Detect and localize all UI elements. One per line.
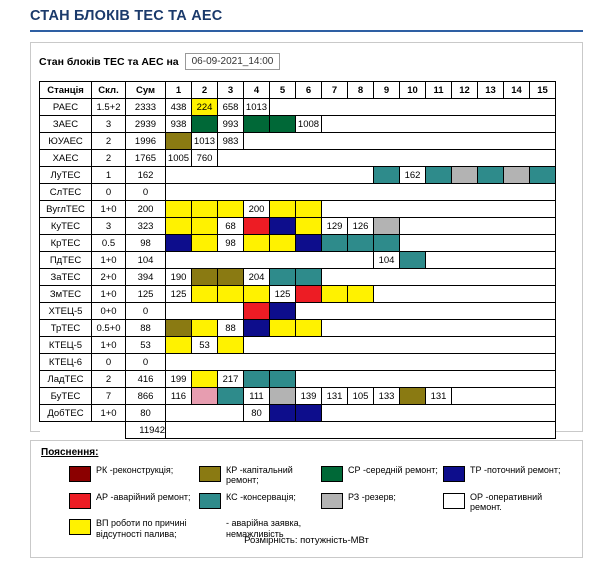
cell-unit: 1013	[244, 99, 270, 116]
cell-unit	[218, 150, 556, 167]
cell-station: ДобТЕС	[40, 405, 92, 422]
table-row[interactable]	[40, 303, 556, 320]
legend-swatch	[443, 466, 465, 482]
table-row[interactable]	[40, 150, 556, 167]
cell-unit	[296, 303, 556, 320]
cell-unit	[374, 218, 400, 235]
cell-unit	[530, 167, 556, 184]
cell-unit	[166, 303, 244, 320]
cell-skl: 7	[92, 388, 126, 405]
cell-unit	[296, 218, 322, 235]
total-spacer-2	[92, 422, 126, 439]
legend-swatch	[69, 519, 91, 535]
cell-unit: 131	[322, 388, 348, 405]
legend-label: РК -реконструкція;	[96, 465, 174, 475]
col-header-unit-13: 13	[478, 82, 504, 99]
cell-unit: 217	[218, 371, 244, 388]
cell-unit	[166, 252, 374, 269]
cell-unit	[244, 303, 270, 320]
legend-item	[321, 492, 443, 513]
cell-unit	[478, 167, 504, 184]
cell-sum: 0	[126, 184, 166, 201]
cell-unit	[270, 116, 296, 133]
cell-unit: 658	[218, 99, 244, 116]
cell-unit	[218, 388, 244, 405]
cell-unit: 938	[166, 116, 192, 133]
cell-unit	[296, 405, 322, 422]
cell-unit	[192, 286, 218, 303]
cell-unit	[322, 235, 348, 252]
cell-skl: 0+0	[92, 303, 126, 320]
cell-unit	[400, 252, 426, 269]
cell-unit	[192, 388, 218, 405]
cell-unit	[270, 371, 296, 388]
cell-unit	[348, 235, 374, 252]
cell-unit	[296, 320, 322, 337]
legend-label: ОР -оперативний ремонт.	[470, 491, 543, 513]
cell-unit: 129	[322, 218, 348, 235]
cell-sum: 98	[126, 235, 166, 252]
legend-label: ВП роботи по причині відсутності палива;	[96, 518, 187, 539]
cell-unit	[166, 354, 556, 371]
cell-unit	[218, 201, 244, 218]
cell-station: СлТЕС	[40, 184, 92, 201]
col-header-unit-11: 11	[426, 82, 452, 99]
cell-sum: 866	[126, 388, 166, 405]
status-panel	[30, 42, 583, 436]
table-header-row	[40, 82, 556, 99]
cell-station: ХТЕЦ-5	[40, 303, 92, 320]
cell-skl: 2+0	[92, 269, 126, 286]
legend-label: КС -консервація;	[226, 491, 296, 502]
cell-unit	[244, 337, 556, 354]
legend-label: - аварійна заявка, немажливість	[226, 518, 302, 539]
cell-unit: 200	[244, 201, 270, 218]
legend-swatch	[443, 493, 465, 509]
cell-station: ЛадТЕС	[40, 371, 92, 388]
cell-sum: 1765	[126, 150, 166, 167]
cell-unit: 1005	[166, 150, 192, 167]
cell-unit: 111	[244, 388, 270, 405]
table-row[interactable]	[40, 269, 556, 286]
legend-label: РЗ -резерв;	[348, 491, 396, 502]
legend-title: Пояснення:	[41, 447, 99, 458]
legend-panel	[30, 440, 583, 558]
cell-unit	[322, 201, 556, 218]
legend-item	[69, 465, 199, 486]
cell-sum: 323	[126, 218, 166, 235]
cell-unit	[400, 235, 556, 252]
cell-station: ВуглТЕС	[40, 201, 92, 218]
col-header-unit-10: 10	[400, 82, 426, 99]
cell-unit	[374, 286, 556, 303]
cell-unit	[270, 235, 296, 252]
col-header-unit-6: 6	[296, 82, 322, 99]
cell-station: КуТЕС	[40, 218, 92, 235]
cell-unit: 104	[374, 252, 400, 269]
cell-unit	[192, 235, 218, 252]
col-header-unit-9: 9	[374, 82, 400, 99]
cell-unit	[348, 286, 374, 303]
cell-sum: 88	[126, 320, 166, 337]
cell-skl: 0	[92, 184, 126, 201]
cell-unit: 199	[166, 371, 192, 388]
cell-sum: 80	[126, 405, 166, 422]
cell-unit	[244, 116, 270, 133]
cell-skl: 1+0	[92, 286, 126, 303]
cell-station: КТЕЦ-6	[40, 354, 92, 371]
cell-sum: 200	[126, 201, 166, 218]
cell-station: ЛуТЕС	[40, 167, 92, 184]
cell-unit: 1008	[296, 116, 322, 133]
cell-unit	[166, 320, 192, 337]
cell-station: БуТЕС	[40, 388, 92, 405]
cell-station: ЗмТЕС	[40, 286, 92, 303]
cell-unit	[270, 218, 296, 235]
cell-station: ЮУАЕС	[40, 133, 92, 150]
cell-unit	[504, 167, 530, 184]
legend-item	[443, 465, 561, 486]
legend-label: АР -аварійний ремонт;	[96, 491, 191, 502]
cell-unit	[270, 201, 296, 218]
table-row[interactable]	[40, 99, 556, 116]
cell-station: ПдТЕС	[40, 252, 92, 269]
cell-skl: 1+0	[92, 337, 126, 354]
col-header-unit-8: 8	[348, 82, 374, 99]
legend-swatch	[69, 493, 91, 509]
cell-unit: 116	[166, 388, 192, 405]
cell-skl: 1	[92, 167, 126, 184]
cell-unit	[192, 218, 218, 235]
cell-station: ТрТЕС	[40, 320, 92, 337]
legend-item	[321, 465, 443, 486]
cell-unit	[296, 286, 322, 303]
col-header-unit-15: 15	[530, 82, 556, 99]
table-row[interactable]	[40, 388, 556, 405]
cell-unit	[192, 201, 218, 218]
table-row[interactable]	[40, 116, 556, 133]
cell-sum: 125	[126, 286, 166, 303]
cell-unit: 68	[218, 218, 244, 235]
cell-unit	[218, 286, 244, 303]
cell-skl: 1.5+2	[92, 99, 126, 116]
cell-sum: 0	[126, 303, 166, 320]
cell-sum: 162	[126, 167, 166, 184]
legend-item	[199, 492, 321, 513]
cell-skl: 0.5+0	[92, 320, 126, 337]
cell-unit	[244, 133, 556, 150]
cell-unit	[374, 235, 400, 252]
cell-unit	[166, 218, 192, 235]
table-row[interactable]	[40, 286, 556, 303]
col-header-unit-1: 1	[166, 82, 192, 99]
cell-unit: 131	[426, 388, 452, 405]
legend-label: ТР -поточний ремонт;	[470, 465, 561, 475]
cell-skl: 0	[92, 354, 126, 371]
cell-unit: 125	[270, 286, 296, 303]
cell-unit	[244, 286, 270, 303]
cell-skl: 0.5	[92, 235, 126, 252]
total-spacer	[40, 422, 92, 439]
legend-item	[199, 465, 321, 486]
cell-unit: 983	[218, 133, 244, 150]
total-rest	[166, 422, 556, 439]
col-header-unit-2: 2	[192, 82, 218, 99]
legend-item	[69, 492, 199, 513]
cell-station: КрТЕС	[40, 235, 92, 252]
cell-unit: 438	[166, 99, 192, 116]
cell-sum: 394	[126, 269, 166, 286]
cell-unit	[270, 269, 296, 286]
cell-skl: 3	[92, 218, 126, 235]
legend-swatch	[321, 466, 343, 482]
cell-unit	[322, 286, 348, 303]
cell-sum: 53	[126, 337, 166, 354]
cell-sum: 416	[126, 371, 166, 388]
cell-unit	[400, 388, 426, 405]
cell-unit	[166, 235, 192, 252]
cell-unit	[166, 184, 556, 201]
cell-unit	[218, 269, 244, 286]
cell-unit	[192, 116, 218, 133]
col-header-unit-4: 4	[244, 82, 270, 99]
cell-unit	[244, 218, 270, 235]
cell-unit	[166, 201, 192, 218]
cell-skl: 1+0	[92, 201, 126, 218]
cell-unit: 80	[244, 405, 270, 422]
cell-unit	[426, 252, 556, 269]
table-row[interactable]	[40, 218, 556, 235]
cell-unit: 1013	[192, 133, 218, 150]
cell-unit: 993	[218, 116, 244, 133]
page-title: СТАН БЛОКІВ ТЕС ТА АЕС	[30, 8, 223, 24]
total-sum: 11942	[126, 422, 166, 439]
units-note: Розмірність: потужність-МВт	[244, 535, 369, 546]
cell-unit: 162	[400, 167, 426, 184]
legend-label: СР -середній ремонт;	[348, 465, 438, 475]
cell-unit	[166, 167, 374, 184]
cell-unit	[244, 235, 270, 252]
cell-station: РАЕС	[40, 99, 92, 116]
cell-unit: 224	[192, 99, 218, 116]
table-row[interactable]	[40, 201, 556, 218]
col-header-unit-12: 12	[452, 82, 478, 99]
table-row[interactable]	[40, 320, 556, 337]
cell-station: ЗаТЕС	[40, 269, 92, 286]
cell-unit: 88	[218, 320, 244, 337]
cell-unit	[270, 99, 556, 116]
cell-unit	[270, 405, 296, 422]
cell-unit	[322, 405, 556, 422]
legend-swatch	[69, 466, 91, 482]
cell-unit: 760	[192, 150, 218, 167]
cell-unit	[244, 320, 270, 337]
cell-unit: 53	[192, 337, 218, 354]
cell-unit	[296, 235, 322, 252]
cell-unit: 204	[244, 269, 270, 286]
cell-sum: 104	[126, 252, 166, 269]
cell-unit	[218, 337, 244, 354]
cell-unit	[244, 371, 270, 388]
col-header-unit-14: 14	[504, 82, 530, 99]
cell-sum: 2939	[126, 116, 166, 133]
cell-unit	[322, 116, 556, 133]
cell-unit	[192, 371, 218, 388]
cell-station: КТЕЦ-5	[40, 337, 92, 354]
cell-unit	[192, 269, 218, 286]
table-row[interactable]	[40, 371, 556, 388]
cell-unit: 126	[348, 218, 374, 235]
col-header-unit-5: 5	[270, 82, 296, 99]
cell-unit: 105	[348, 388, 374, 405]
title-divider	[30, 30, 583, 32]
table-row[interactable]	[40, 354, 556, 371]
legend-swatch	[321, 493, 343, 509]
cell-sum: 1996	[126, 133, 166, 150]
cell-skl: 1+0	[92, 405, 126, 422]
table-row[interactable]	[40, 252, 556, 269]
table-body	[40, 99, 556, 439]
cell-sum: 2333	[126, 99, 166, 116]
cell-unit	[374, 167, 400, 184]
cell-unit: 133	[374, 388, 400, 405]
cell-sum: 0	[126, 354, 166, 371]
cell-unit	[322, 320, 556, 337]
cell-unit	[270, 303, 296, 320]
cell-unit: 125	[166, 286, 192, 303]
cell-skl: 2	[92, 150, 126, 167]
table-row[interactable]	[40, 405, 556, 422]
cell-station: ХАЕС	[40, 150, 92, 167]
col-header-station: Станція	[40, 82, 92, 99]
legend-swatch	[199, 493, 221, 509]
col-header-unit-7: 7	[322, 82, 348, 99]
table-total-row	[40, 422, 556, 439]
cell-unit	[270, 320, 296, 337]
col-header-skl: Скл.	[92, 82, 126, 99]
cell-skl: 2	[92, 371, 126, 388]
cell-unit	[166, 405, 244, 422]
table-row[interactable]	[40, 184, 556, 201]
table-row[interactable]	[40, 337, 556, 354]
legend-items	[69, 465, 569, 539]
cell-unit: 139	[296, 388, 322, 405]
legend-label: КР -капітальний ремонт;	[226, 465, 293, 486]
cell-skl: 1+0	[92, 252, 126, 269]
cell-unit	[270, 388, 296, 405]
cell-unit	[400, 218, 556, 235]
cell-station: ЗАЕС	[40, 116, 92, 133]
unit-status-table	[39, 81, 556, 439]
cell-unit	[452, 167, 478, 184]
col-header-sum: Сум	[126, 82, 166, 99]
cell-unit	[166, 133, 192, 150]
date-row	[39, 53, 280, 70]
col-header-unit-3: 3	[218, 82, 244, 99]
legend-swatch	[199, 466, 221, 482]
table-row[interactable]	[40, 133, 556, 150]
legend-item	[443, 492, 561, 513]
cell-skl: 3	[92, 116, 126, 133]
cell-unit	[166, 337, 192, 354]
cell-unit	[296, 201, 322, 218]
table-row[interactable]	[40, 167, 556, 184]
cell-unit	[452, 388, 556, 405]
table-row[interactable]	[40, 235, 556, 252]
cell-skl: 2	[92, 133, 126, 150]
cell-unit: 190	[166, 269, 192, 286]
cell-unit	[296, 371, 556, 388]
date-label: Стан блоків ТЕС та АЕС на	[39, 55, 179, 68]
date-value[interactable]: 06-09-2021_14:00	[185, 53, 281, 70]
cell-unit	[426, 167, 452, 184]
cell-unit	[296, 269, 322, 286]
cell-unit	[192, 320, 218, 337]
cell-unit: 98	[218, 235, 244, 252]
legend-swatch	[199, 519, 221, 535]
cell-unit	[322, 269, 556, 286]
